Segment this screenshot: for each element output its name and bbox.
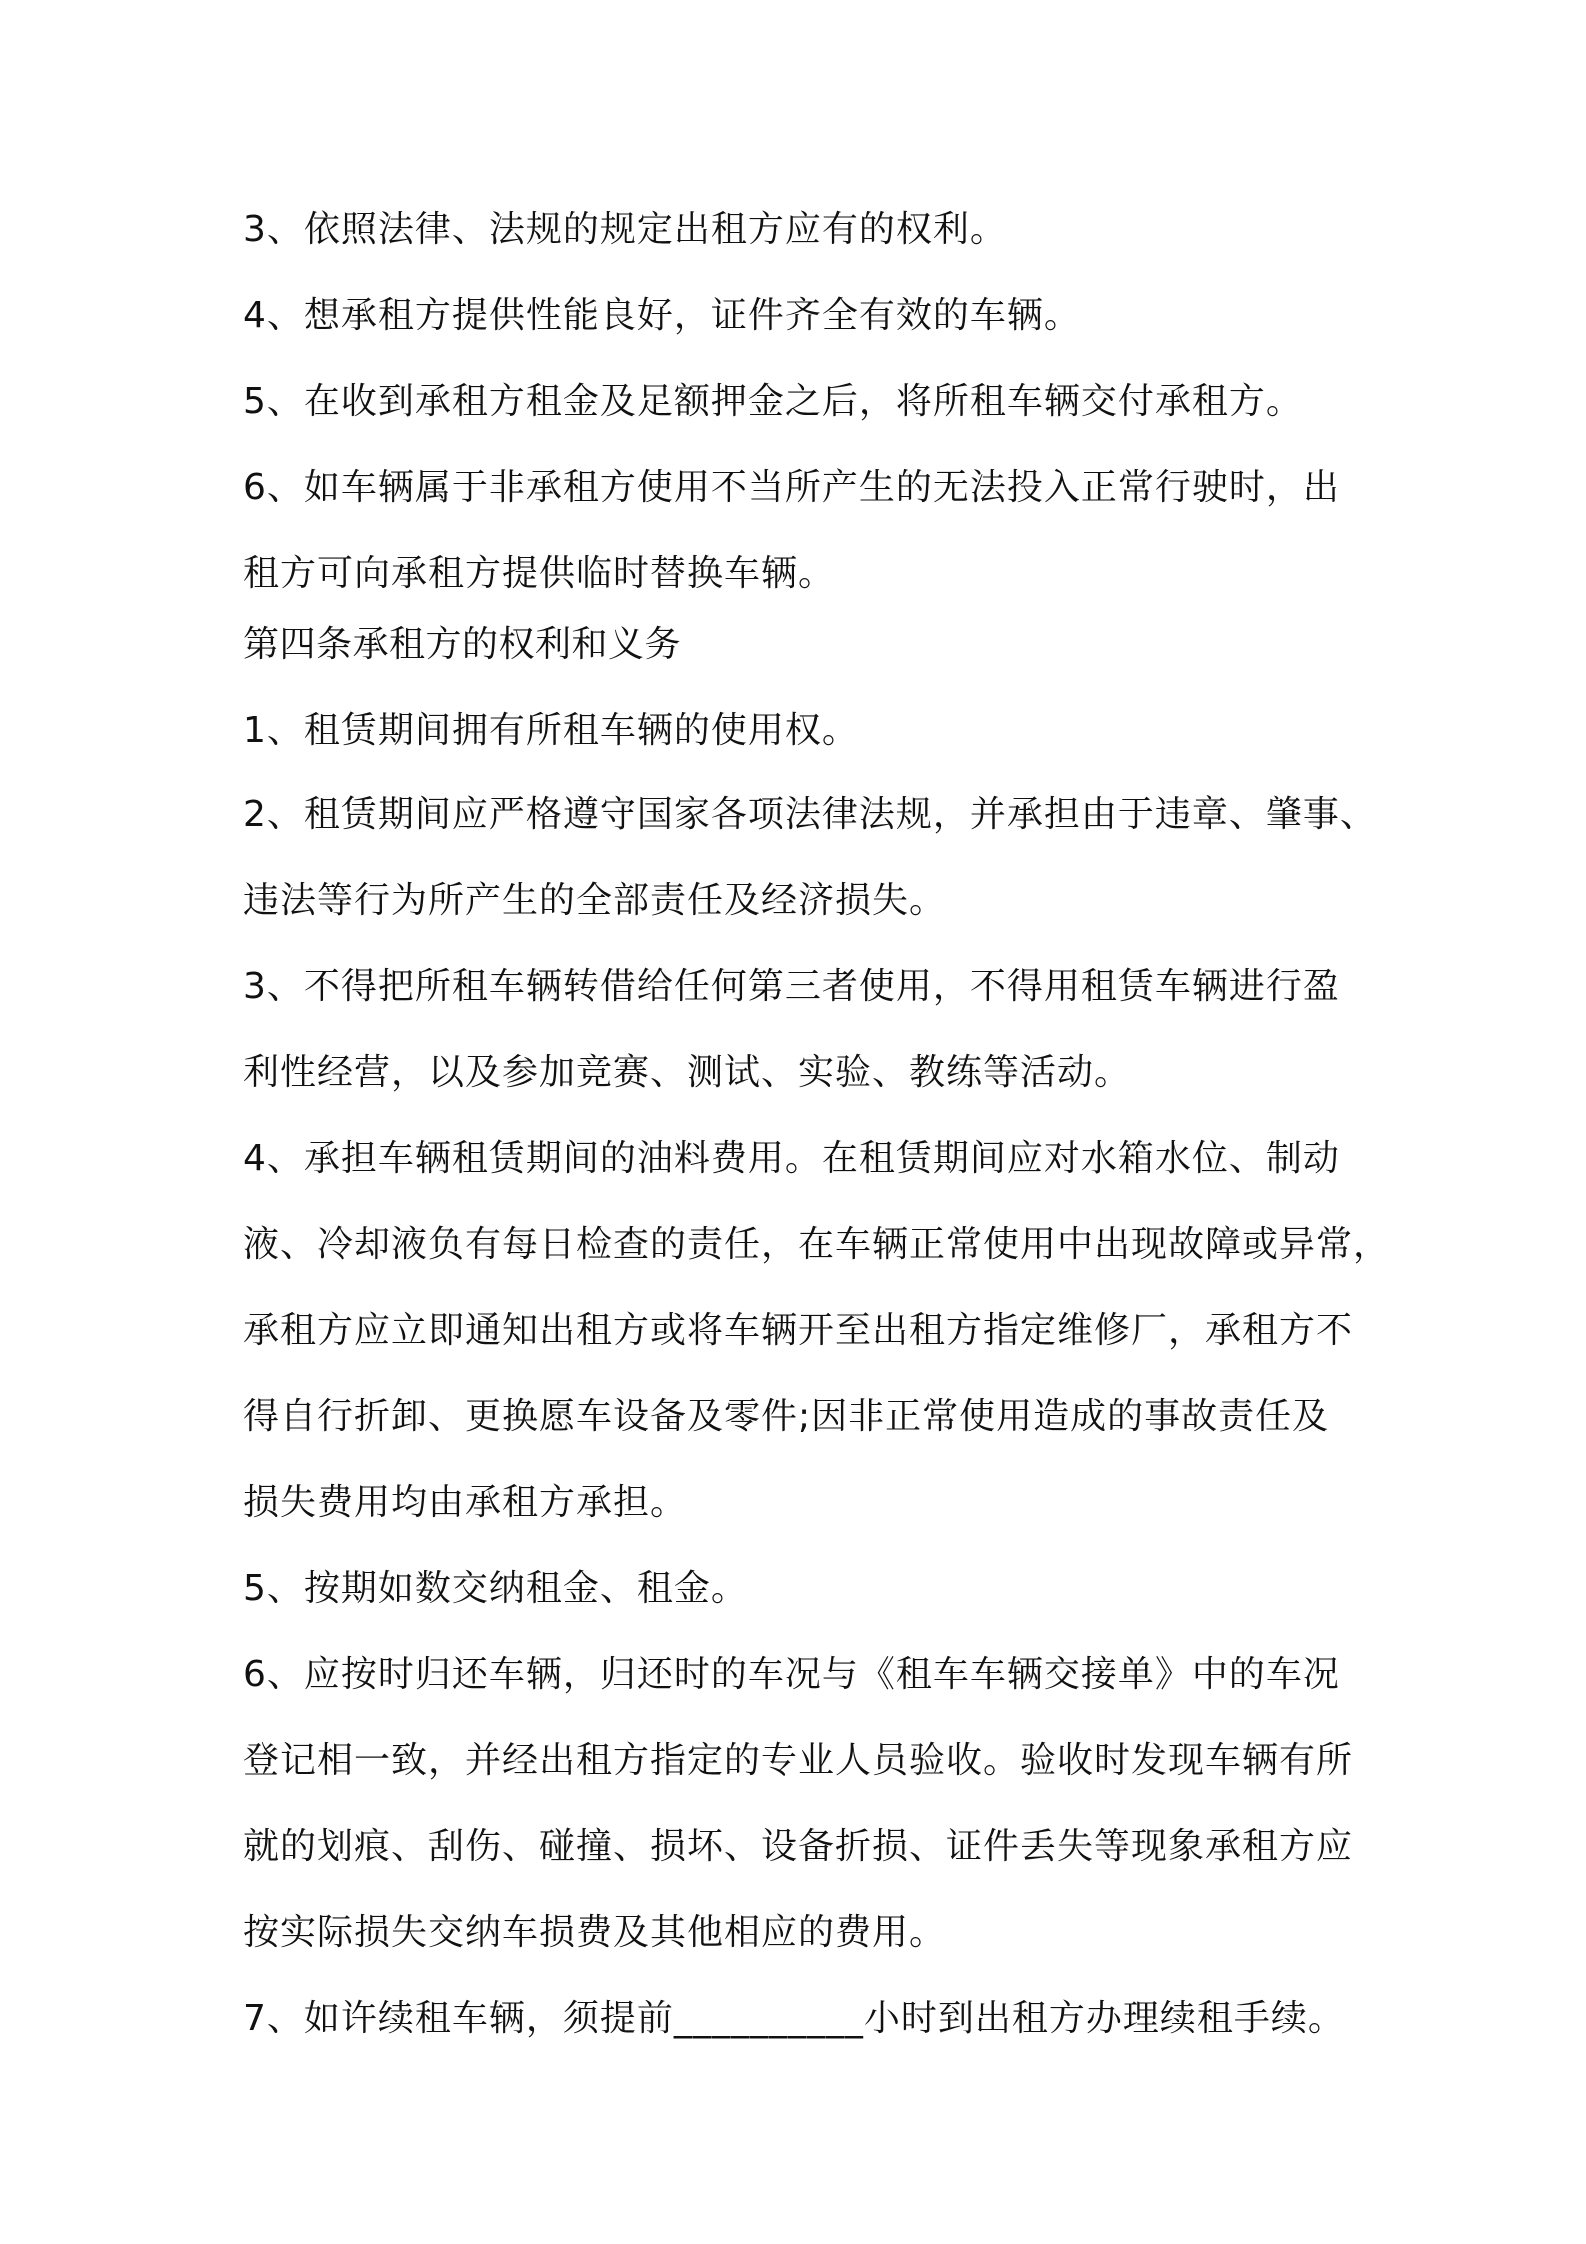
lessee-item-1: 1、租赁期间拥有所租车辆的使用权。 — [243, 710, 859, 751]
lessee-item-4-line-5: 损失费用均由承租方承担。 — [243, 1482, 688, 1523]
lessee-item-5: 5、按期如数交纳租金、租金。 — [243, 1568, 748, 1609]
lessee-item-7: 7、如许续租车辆，须提前__________小时到出租方办理续租手续。 — [243, 1998, 1345, 2039]
lessor-right-item-3: 3、依照法律、法规的规定出租方应有的权利。 — [243, 209, 1007, 250]
lessee-item-6-line-4: 按实际损失交纳车损费及其他相应的费用。 — [243, 1912, 947, 1953]
lessee-item-2-line-2: 违法等行为所产生的全部责任及经济损失。 — [243, 880, 947, 921]
lessor-duty-item-6-line-1: 6、如车辆属于非承租方使用不当所产生的无法投入正常行驶时，出 — [243, 467, 1340, 508]
lessee-item-2-line-1: 2、租赁期间应严格遵守国家各项法律法规，并承担由于违章、肇事、 — [243, 794, 1377, 835]
lessor-duty-item-5: 5、在收到承租方租金及足额押金之后，将所租车辆交付承租方。 — [243, 381, 1303, 422]
lessee-item-4-line-1: 4、承担车辆租赁期间的油料费用。在租赁期间应对水箱水位、制动 — [243, 1138, 1340, 1179]
section-heading-article-4: 第四条承租方的权利和义务 — [243, 624, 682, 665]
lessee-item-4-line-4: 得自行折卸、更换愿车设备及零件;因非正常使用造成的事故责任及 — [243, 1396, 1330, 1437]
lessee-item-3-line-1: 3、不得把所租车辆转借给任何第三者使用，不得用租赁车辆进行盈 — [243, 966, 1340, 1007]
lessee-item-4-line-3: 承租方应立即通知出租方或将车辆开至出租方指定维修厂，承租方不 — [243, 1310, 1354, 1351]
lessee-item-6-line-3: 就的划痕、刮伤、碰撞、损坏、设备折损、证件丢失等现象承租方应 — [243, 1826, 1354, 1867]
lessee-item-6-line-2: 登记相一致，并经出租方指定的专业人员验收。验收时发现车辆有所 — [243, 1740, 1354, 1781]
lessee-item-4-line-2: 液、冷却液负有每日检查的责任，在车辆正常使用中出现故障或异常， — [243, 1224, 1391, 1265]
lessee-item-3-line-2: 利性经营，以及参加竞赛、测试、实验、教练等活动。 — [243, 1052, 1132, 1093]
lessee-item-6-line-1: 6、应按时归还车辆，归还时的车况与《租车车辆交接单》中的车况 — [243, 1654, 1340, 1695]
lessor-duty-item-4: 4、想承租方提供性能良好，证件齐全有效的车辆。 — [243, 295, 1081, 336]
lessor-duty-item-6-line-2: 租方可向承租方提供临时替换车辆。 — [243, 553, 836, 594]
